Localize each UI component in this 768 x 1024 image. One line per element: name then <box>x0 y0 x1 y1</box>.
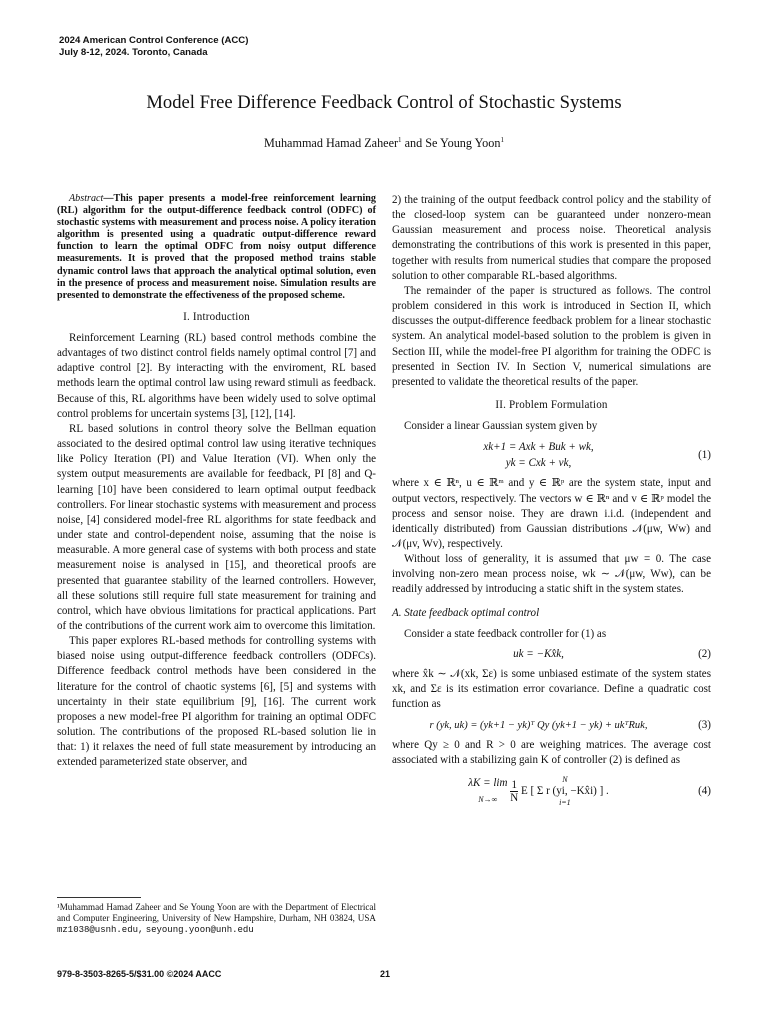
intro-paragraph-3: This paper explores RL-based methods for controlling systems with biased noise using output-difference feedback controllers (ODFCs). Difference feedback control methods have been considered in the literature for the control of chaotic systems [6], [5] and systems with uncertainty in their state equilibrium [9], [16]. The current work proposes a new model-free PI algorithm for training an optimal ODFC solution. The contributions of the proposed RL-based solution lie in that: 1) it relaxes the need of full state measurement by introducing an extended parameterized state observer, and <box>57 635 376 769</box>
authors-line <box>0 136 768 151</box>
equation-3-number: (3) <box>698 718 711 731</box>
equation-1-line-1: xk+1 = Axk + Buk + wk, <box>483 441 594 454</box>
equation-3-body: r (yk, uk) = (yk+1 − yk)ᵀ Qy (yk+1 − yk) + ukᵀRuk, <box>429 719 648 731</box>
problem-paragraph-2: where x ∈ ℝⁿ, u ∈ ℝᵐ and y ∈ ℝᵖ are the system state, input and output vectors, respectively. The vectors w ∈ ℝⁿ and v ∈ ℝᵖ model the process and sensor noise. They are drawn i.i.d. (independent and identically distributed) from Gaussian distributions 𝒩(μw, Ww) and 𝒩(μv, Wv), respectively. <box>392 477 711 550</box>
equation-2 <box>392 647 711 662</box>
equation-4-body <box>392 776 685 807</box>
equation-2-body: uk = −Kx̂k, <box>513 647 564 660</box>
intro-heading: I. Introduction <box>183 310 250 323</box>
abstract-label: Abstract <box>69 193 104 204</box>
right-paragraph-1: 2) the training of the output feedback control policy and the stability of the closed-loop system can be guaranteed under nonzero-mean Gaussian measurement and process noise. Theoretical analysis demonstrating the contributions of this work is presented in this paper, together with results from numerical studies that compare the proposed solution to other comparable RL-based algorithms. <box>392 194 711 282</box>
conference-name: 2024 American Control Conference (ACC) <box>59 35 249 46</box>
equation-3 <box>392 718 711 733</box>
equation-4-limit: N→∞ <box>478 794 498 804</box>
equation-1 <box>392 439 711 471</box>
author-1-affiliation: 1 <box>398 135 402 144</box>
equation-4-fraction <box>510 779 518 804</box>
footnote-rule <box>57 897 141 898</box>
equation-4 <box>392 776 711 807</box>
equation-4-sum-top: N <box>562 775 568 784</box>
equation-4-number: (4) <box>698 785 711 797</box>
equation-4-fraction-den: N <box>510 792 519 805</box>
intro-paragraph-2: RL based solutions in control theory solve the Bellman equation associated to the desired optimal control law using iterative techniques like Policy Iteration (PI) and Value Iteration (VI). When only the system output measurements are available for feedback, PI [8] and Q-learning [10] have been considered to learn optimal output feedback controllers. For linear stochastic systems with measurement and process noise, [4] considered model-free RL algorithms for state feedback and under state and control-dependent noise, assuming that the noise is measurable. A more general case of systems with both process and state measurement noise is analysed in [15], and theoretical proofs are presented that guarantee stability of the learned controllers. However, all these solutions still require full state measurement for training and control, which have obvious limitations for practical applications. Part of the contributions of the current work aim to overcome this limitation. <box>57 422 376 632</box>
problem-paragraph-3: Without loss of generality, it is assumed that μw = 0. The case involving non-zero mean process noise, wk ∼ 𝒩(μw, Ww), can be readily addressed by introducing a static shift in the system states. <box>392 553 711 596</box>
footnote-text: ¹Muhammad Hamad Zaheer and Se Young Yoon are with the Department of Electrical and Computer Engineering, University of New Hampshire, Durham, NH 03824, USA <box>57 902 376 923</box>
right-column <box>392 193 711 812</box>
footnote-email-2[interactable]: seyoung.yoon@unh.edu <box>145 925 254 935</box>
equation-4-rhs: E [ Σ r (yi, −Kx̂i) ] . <box>520 785 609 797</box>
equation-1-line-2: yk = Cxk + vk, <box>505 457 572 470</box>
author-1: Muhammad Hamad Zaheer <box>264 136 399 150</box>
subsection-paragraph-3: where Qy ≥ 0 and R > 0 are weighing matrices. The average cost associated with a stabilizing gain K of controller (2) is defined as <box>392 738 711 766</box>
equation-2-number: (2) <box>698 647 711 660</box>
paper-title: Model Free Difference Feedback Control of Stochastic Systems <box>146 92 622 113</box>
authors-and: and <box>401 136 426 150</box>
subsection-heading: A. State feedback optimal control <box>392 606 540 619</box>
right-paragraph-2: The remainder of the paper is structured as follows. The control problem considered in this work is introduced in Section II, which discusses the output-difference feedback problem for a linear stochastic system. An analytical model-based solution to the problem is given in Section III, while the model-free PI algorithm for training the ODFC is presented in Section IV. In Section V, numerical simulations are presented to validate the theoretical results of the paper. <box>392 284 711 388</box>
problem-heading: II. Problem Formulation <box>495 399 608 412</box>
problem-paragraph-1: Consider a linear Gaussian system given by <box>404 420 598 433</box>
equation-4-fraction-num: 1 <box>511 779 517 792</box>
footer-page-number: 21 <box>380 969 391 979</box>
footer-isbn: 979-8-3503-8265-5/$31.00 ©2024 AACC <box>57 969 222 979</box>
equation-4-sum-bottom: i=1 <box>559 798 571 808</box>
footnote <box>57 902 376 936</box>
equation-4-lhs: λK = lim <box>468 777 508 790</box>
intro-paragraph-1: Reinforcement Learning (RL) based control methods combine the advantages of two distinct control fields namely optimal control [7] and adaptive control [2]. By interacting with the enviroment, RL based methods learn the optimal control law using reward stimuli as feedback. Because of this, RL algorithms have been widely used to solve optimal control problems for uncertain systems [3], [12], [14]. <box>57 332 376 420</box>
author-2: Se Young Yoon <box>425 136 501 150</box>
conference-header <box>59 35 248 59</box>
left-column <box>57 193 376 771</box>
footnote-email-1[interactable]: mz1038@usnh.edu, <box>57 925 144 935</box>
abstract <box>57 193 376 302</box>
subsection-paragraph-1: Consider a state feedback controller for (1) as <box>404 627 607 640</box>
conference-dates: July 8-12, 2024. Toronto, Canada <box>59 47 208 58</box>
author-2-affiliation: 1 <box>500 135 504 144</box>
abstract-text: —This paper presents a model-free reinforcement learning (RL) algorithm for the output-difference feedback control (ODFC) of stochastic systems with measurement and process noise. A policy iteration algorithm is presented using a quadratic output-difference reward function to learn the optimal ODFC from noisy output difference measurements. It is proved that the proposed method trains stable dynamic control laws that approach the analytical optimal solution, even in the presence of process and measurement noise. Simulation results are presented to demonstrate the effectiveness of the proposed scheme. <box>57 193 376 301</box>
equation-1-number: (1) <box>698 448 711 461</box>
subsection-paragraph-2: where x̂k ∼ 𝒩(xk, Σε) is some unbiased estimate of the system states xk, and Σε is its estimation error covariance. Define a quadratic cost function as <box>392 668 711 711</box>
